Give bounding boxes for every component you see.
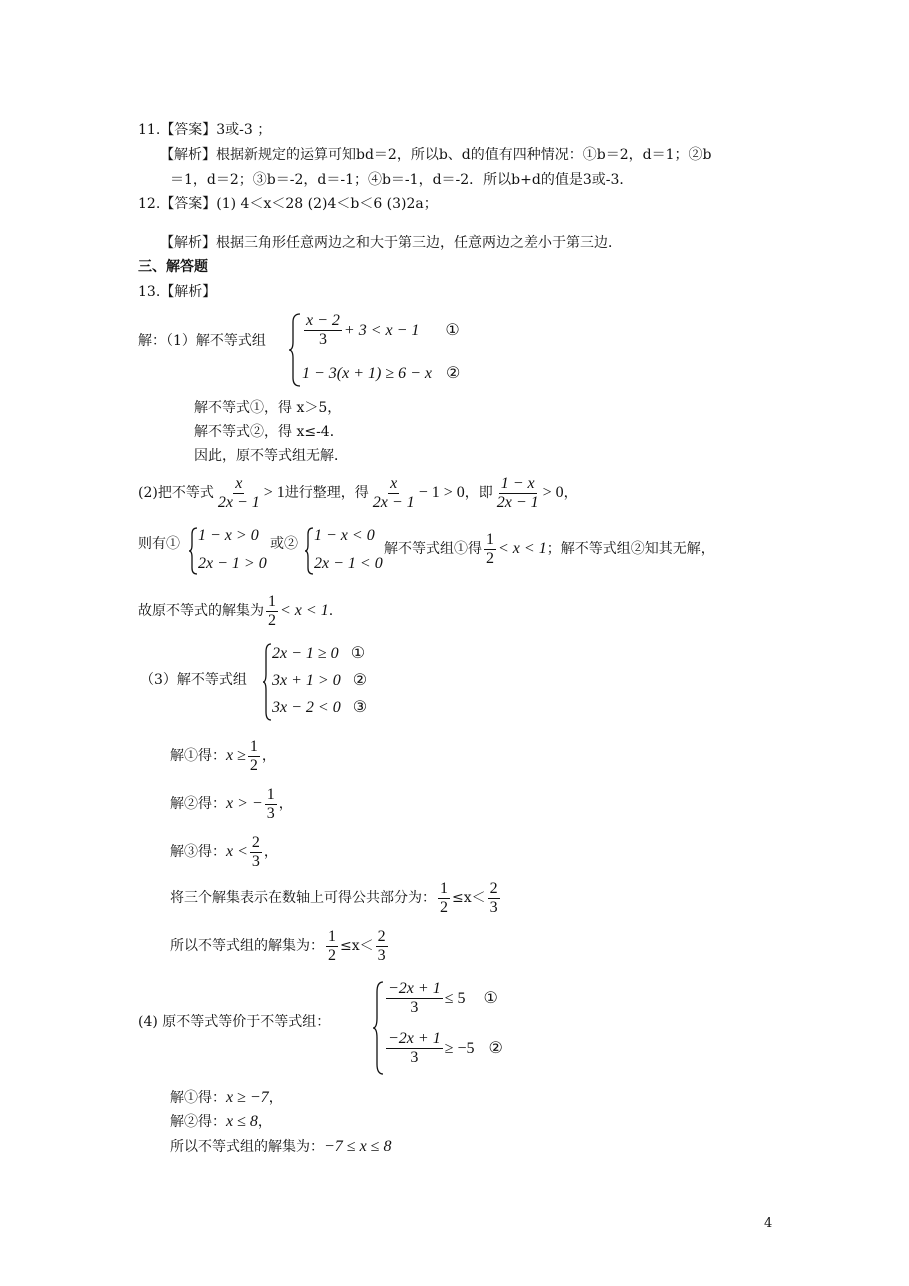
p4-i2-numerator: −2x + 1: [388, 1030, 441, 1047]
p4-sol-expr: −7 ≤ x ≤ 8: [324, 1138, 392, 1155]
p3-sol-text: 所以不等式组的解集为：: [170, 938, 324, 954]
p2-final-denominator: 2: [268, 611, 276, 629]
p3-s2-numerator: 1: [266, 785, 275, 803]
p2-line1: [138, 472, 578, 514]
p2-final-text: 故原不等式的解集为: [138, 603, 264, 619]
p3-axis-line: [170, 876, 502, 920]
q11-answer-line: [138, 120, 271, 140]
p2-then: 则有①: [138, 536, 180, 552]
q11-answer-label: 11.【答案】: [138, 122, 217, 138]
page-number: 4: [764, 1216, 773, 1231]
p2-sol-denominator: 2: [486, 549, 494, 567]
p3-ineq3-mark: ③: [352, 699, 368, 716]
p2-frac1-numerator: x: [235, 474, 243, 492]
p2-frac3-numerator: 1 − x: [500, 474, 535, 492]
left-brace-icon: [304, 526, 314, 576]
p4-s2-label: 解②得：: [170, 1114, 226, 1130]
p3-sol-numerator2: 2: [377, 927, 386, 945]
q12-analysis-label: 【解析】: [160, 235, 216, 251]
p3-axis-text: 将三个解集表示在数轴上可得公共部分为：: [170, 890, 436, 906]
p2-sysB-1: 1 − x < 0: [314, 527, 375, 544]
p3-axis-mid: ≤x＜: [452, 890, 486, 906]
q11-analysis-text2: ＝1，d＝2；③b＝-2，d＝-1；④b＝-1，d＝-2．所以b+d的值是3或-3．: [170, 172, 634, 188]
p3-ineq1-mark: ①: [350, 645, 366, 662]
p2-sol-rest: < x < 1: [498, 540, 547, 557]
q11-analysis-line2: [170, 170, 633, 190]
q11-analysis-text1: 根据新规定的运算可知bd＝2，所以b、d的值有四种情况：①b＝2，d＝1；②b: [216, 147, 712, 163]
p3-step2: [170, 782, 293, 826]
p1-inequality-1: [302, 312, 460, 349]
p3-sol-denominator1: 2: [328, 946, 336, 964]
p3-s1-expr: x ≥: [226, 747, 246, 764]
q11-analysis-label: 【解析】: [160, 147, 216, 163]
p3-sol-numerator1: 1: [328, 927, 336, 945]
p3-system: [262, 642, 402, 722]
q12-analysis-line: [160, 233, 622, 253]
p4-intro: (4) 原不等式等价于不等式组：: [138, 1014, 331, 1030]
p2-final-end: .: [328, 603, 334, 619]
p3-s3-numerator: 2: [251, 833, 260, 851]
p3-ineq2-expr: 3x + 1 > 0: [272, 672, 341, 689]
p1-ineq1-numerator: x − 2: [306, 312, 340, 329]
p2-frac3-denominator: 2x − 1: [496, 493, 539, 511]
p1-ineq1-mark: ①: [445, 321, 460, 339]
p3-axis-denominator1: 2: [440, 898, 448, 916]
p3-inequality-3: [272, 698, 367, 718]
p1-inequality-2: [302, 364, 460, 384]
p2-sysA-2: 2x − 1 > 0: [198, 555, 267, 572]
p2-minus1: − 1 > 0: [418, 484, 465, 501]
p2-sysB-2: 2x − 1 < 0: [314, 555, 383, 572]
p4-i2-mark: ②: [488, 1039, 503, 1057]
p3-s3-denominator: 3: [251, 852, 260, 870]
p3-solution: [170, 924, 390, 968]
p4-i2-denominator: 3: [410, 1049, 419, 1066]
p4-inequality-2: [384, 1030, 503, 1067]
p3-step1: [170, 734, 276, 778]
p3-s1-denominator: 2: [249, 756, 258, 774]
p3-s2-end: ，: [278, 796, 293, 812]
q11-answer: 3或-3 ；: [216, 122, 272, 138]
p2-system-a: [188, 526, 268, 576]
p4-i2-rest: ≥ −5: [444, 1039, 475, 1057]
p3-inequality-2: [272, 671, 367, 691]
p1-system: [288, 312, 488, 388]
p4-s1-label: 解①得：: [170, 1090, 226, 1106]
p3-s3-expr: x <: [226, 843, 248, 860]
p3-s1-label: 解①得：: [170, 748, 226, 764]
section-title: 三、解答题: [138, 259, 208, 275]
p1-ineq2-expr: 1 − 3(x + 1) ≥ 6 − x: [302, 365, 433, 382]
q12-answer-label: 12.【答案】: [138, 196, 217, 212]
p4-s2-expr: x ≤ 8: [226, 1113, 258, 1130]
p4-i1-numerator: −2x + 1: [388, 980, 441, 997]
p4-solution: [170, 1137, 391, 1157]
p3-step3: [170, 830, 278, 874]
p4-inequality-1: [384, 980, 498, 1017]
p1-step1: 解不等式①，得 x＞5，: [194, 400, 342, 416]
p3-sol-denominator2: 3: [377, 946, 386, 964]
p4-s2-end: ，: [257, 1114, 272, 1130]
p2-sol-numerator: 1: [486, 530, 494, 548]
p2-ji: ，即: [464, 485, 493, 501]
p2-final: [138, 588, 333, 634]
p2-end: ，: [563, 485, 578, 501]
p2-gt1: > 1: [263, 484, 285, 501]
p2-intro: (2)把不等式: [138, 485, 214, 501]
p3-sol-mid: ≤x＜: [340, 938, 374, 954]
q11-analysis-line1: [160, 145, 711, 165]
p2-frac2-numerator: x: [390, 474, 398, 492]
p2-sol-text2: ；解不等式组②知其无解，: [546, 541, 715, 557]
p3-s2-denominator: 3: [266, 804, 275, 822]
p3-axis-numerator1: 1: [440, 879, 448, 897]
p3-axis-numerator2: 2: [489, 879, 498, 897]
p3-s3-label: 解③得：: [170, 844, 226, 860]
left-brace-icon: [288, 312, 302, 388]
left-brace-icon: [262, 642, 272, 722]
p2-final-numerator: 1: [268, 592, 276, 610]
p1-ineq2-mark: ②: [446, 365, 461, 382]
left-brace-icon: [372, 980, 384, 1076]
p2-sysA-1: 1 − x > 0: [198, 527, 259, 544]
p2-solution: [384, 526, 715, 572]
p3-inequality-1: [272, 644, 365, 664]
p2-gt0: > 0: [542, 484, 564, 501]
q13-label: 13.【解析】: [138, 284, 217, 300]
p3-s1-end: ，: [261, 748, 276, 764]
p1-intro: 解：（1）解不等式组: [138, 333, 266, 349]
p3-intro: （3）解不等式组: [140, 672, 247, 688]
p3-s2-label: 解②得：: [170, 796, 226, 812]
p4-s1-expr: x ≥ −7: [226, 1089, 269, 1106]
p1-ineq1-rest: + 3 < x − 1: [343, 321, 420, 339]
p2-system-b: [304, 526, 384, 576]
p2-sol-text: 解不等式组①得: [384, 541, 482, 557]
p3-ineq3-expr: 3x − 2 < 0: [272, 699, 341, 716]
p4-step1: [170, 1088, 283, 1108]
left-brace-icon: [188, 526, 198, 576]
p2-frac2-denominator: 2x − 1: [372, 493, 415, 511]
p3-s1-numerator: 1: [249, 737, 258, 755]
q12-answer-line: [138, 194, 438, 214]
p4-i1-mark: ①: [483, 989, 498, 1007]
p2-frac1-denominator: 2x − 1: [217, 493, 260, 511]
p4-sol-text: 所以不等式组的解集为：: [170, 1139, 324, 1155]
p1-conclusion: 因此，原不等式组无解．: [194, 448, 348, 464]
p4-i1-rest: ≤ 5: [444, 989, 466, 1007]
p4-system: [372, 980, 522, 1076]
p4-i1-denominator: 3: [410, 999, 419, 1016]
p4-s1-end: ，: [268, 1090, 283, 1106]
p3-s3-end: ，: [263, 844, 278, 860]
p4-step2: [170, 1112, 272, 1132]
q12-analysis-text: 根据三角形任意两边之和大于第三边，任意两边之差小于第三边．: [216, 235, 622, 251]
p2-or: 或②: [270, 536, 298, 552]
p3-axis-denominator2: 3: [489, 898, 498, 916]
p3-ineq1-expr: 2x − 1 ≥ 0: [272, 645, 339, 662]
p2-final-rest: < x < 1: [280, 602, 329, 619]
p1-ineq1-denominator: 3: [318, 331, 327, 348]
p3-ineq2-mark: ②: [352, 672, 368, 689]
q12-answer: (1) 4＜x＜28 (2)4＜b＜6 (3)2a；: [216, 196, 438, 212]
p2-mid-text: 进行整理，得: [284, 485, 369, 501]
p1-step2: 解不等式②，得 x≤-4．: [194, 424, 344, 440]
p3-s2-expr: x > −: [226, 795, 263, 812]
